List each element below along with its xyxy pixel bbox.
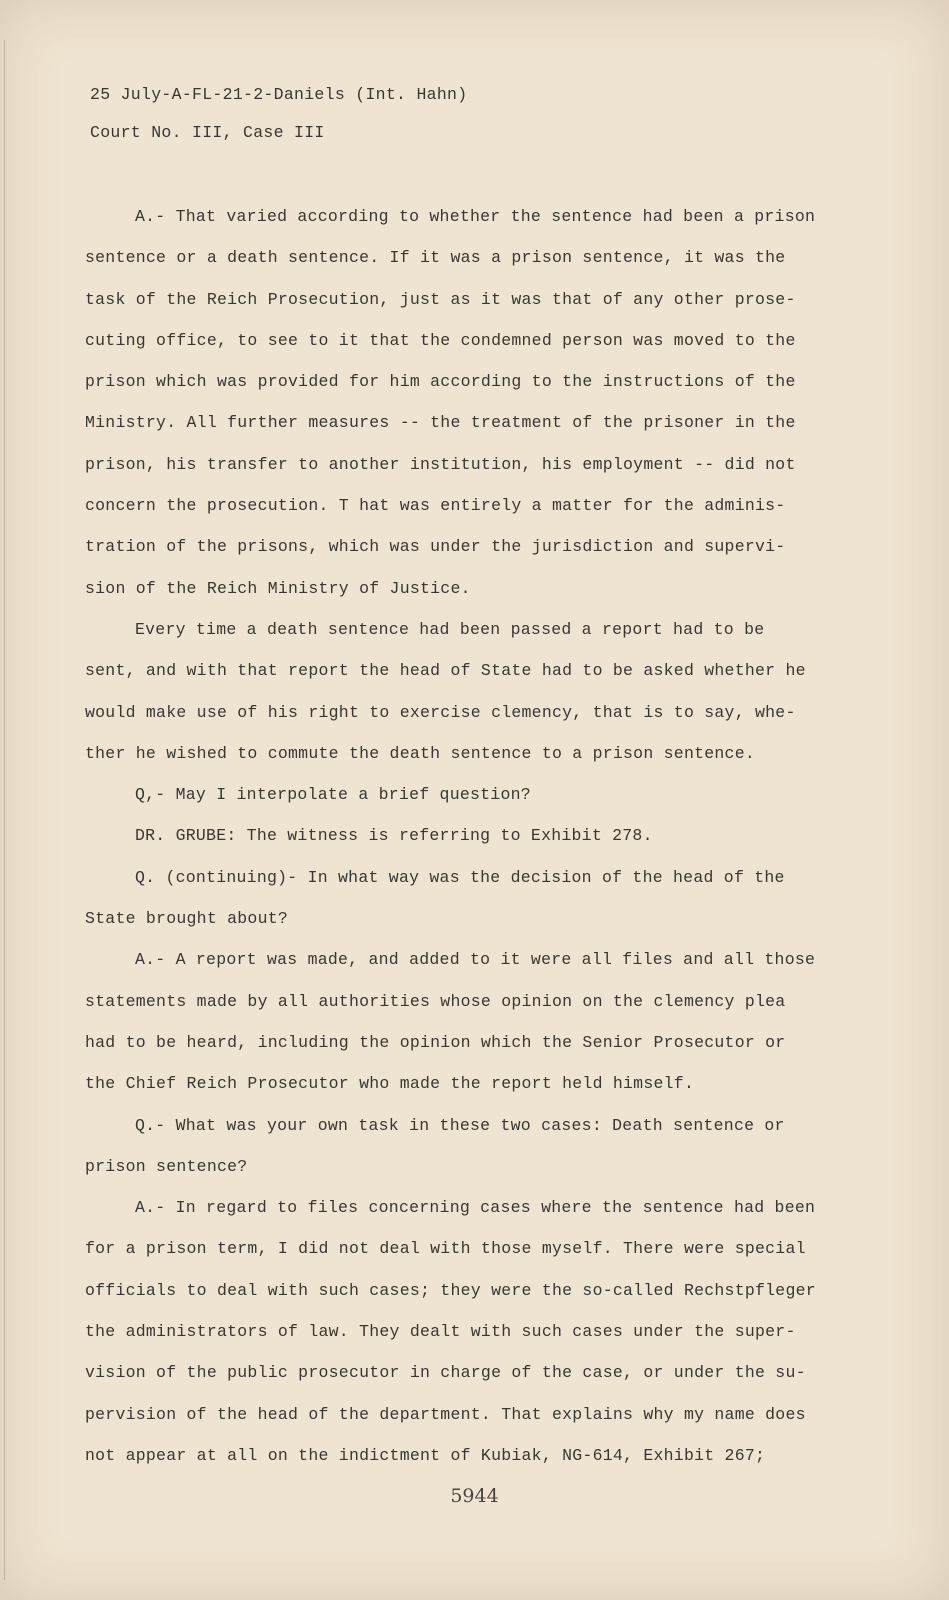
transcript-line: statements made by all authorities whose opinion on the clemency plea (85, 991, 786, 1011)
transcript-line: A.- That varied according to whether the sentence had been a prison (135, 207, 816, 226)
transcript-line: sent, and with that report the head of State had to be asked whether he (85, 661, 806, 681)
transcript-line: A.- In regard to files concerning cases where the sentence had been (135, 1198, 816, 1218)
transcript-line: prison sentence? (85, 1156, 248, 1176)
transcript-line: the Chief Reich Prosecutor who made the report held himself. (85, 1074, 695, 1094)
page-number: 5944 (450, 1485, 499, 1507)
transcript-line: State brought about? (85, 909, 289, 929)
transcript-line: not appear at all on the indictment of Kubiak, NG-614, Exhibit 267; (85, 1445, 766, 1465)
transcript-line: the administrators of law. They dealt with such cases under the super- (85, 1322, 796, 1342)
header-reference-line: 25 July-A-FL-21-2-Daniels (Int. Hahn) (90, 85, 468, 104)
transcript-body (85, 196, 830, 1476)
transcript-line: pervision of the head of the department. That explains why my name does (85, 1404, 806, 1424)
transcript-line: ther he wished to commute the death sentence to a prison sentence. (85, 743, 756, 763)
transcript-line: Every time a death sentence had been passed a report had to be (135, 619, 765, 639)
transcript-line: prison, his transfer to another institution, his employment -- did not (85, 454, 796, 474)
transcript-line: vision of the public prosecutor in charge of the case, or under the su- (85, 1363, 806, 1383)
transcript-line: Q.- What was your own task in these two cases: Death sentence or (135, 1115, 785, 1135)
transcript-line: had to be heard, including the opinion which the Senior Prosecutor or (85, 1032, 786, 1052)
transcript-line: sion of the Reich Ministry of Justice. (85, 578, 471, 598)
transcript-line: DR. GRUBE: The witness is referring to Exhibit 278. (135, 826, 653, 846)
transcript-line: task of the Reich Prosecution, just as it was that of any other prose- (85, 289, 796, 309)
transcript-line: would make use of his right to exercise clemency, that is to say, whe- (85, 702, 796, 722)
transcript-line: sentence or a death sentence. If it was a prison sentence, it was the (85, 248, 786, 268)
transcript-line: A.- A report was made, and added to it were all files and all those (135, 950, 816, 970)
document-header (90, 76, 467, 152)
transcript-line: Q,- May I interpolate a brief question? (135, 785, 531, 805)
transcript-line: Q. (continuing)- In what way was the decision of the head of the (135, 867, 785, 887)
transcript-line: prison which was provided for him according to the instructions of the (85, 372, 796, 392)
page-edge-shadow (4, 40, 5, 1580)
transcript-line: Ministry. All further measures -- the treatment of the prisoner in the (85, 413, 796, 433)
transcript-line: officials to deal with such cases; they were the so-called Rechstpfleger (85, 1280, 816, 1300)
header-court-line: Court No. III, Case III (90, 123, 325, 142)
transcript-line: for a prison term, I did not deal with those myself. There were special (85, 1239, 806, 1259)
transcript-line: tration of the prisons, which was under the jurisdiction and supervi- (85, 537, 786, 557)
transcript-line: cuting office, to see to it that the condemned person was moved to the (85, 330, 796, 350)
transcript-line: concern the prosecution. T hat was entirely a matter for the adminis- (85, 496, 786, 516)
